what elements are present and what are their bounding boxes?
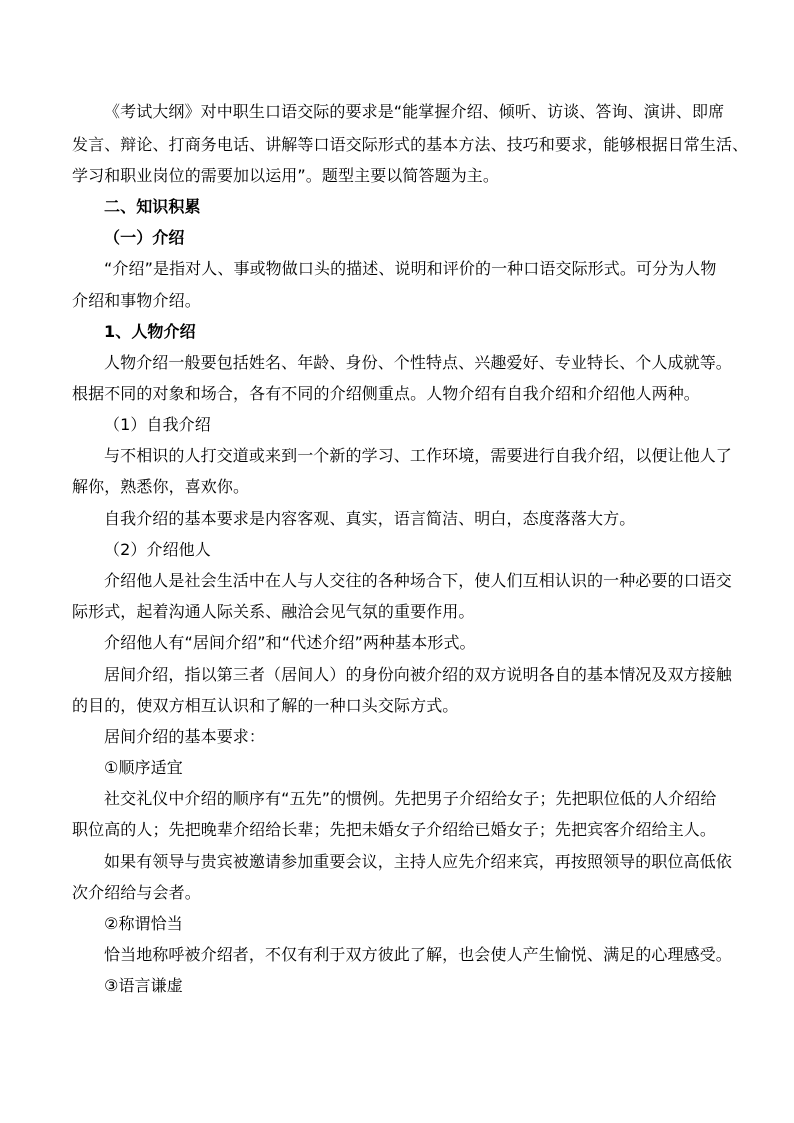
- section-heading: 二、知识积累: [104, 197, 201, 216]
- paragraph-line: 解你，熟悉你，喜欢你。: [72, 477, 250, 496]
- paragraph-line: 社交礼仪中介绍的顺序有“五先”的惯例。先把男子介绍给女子；先把职位低的人介绍给: [104, 789, 717, 808]
- item-heading: （1）自我介绍: [104, 415, 211, 434]
- paragraph-line: 与不相识的人打交道或来到一个新的学习、工作环境，需要进行自我介绍，以便让他人了: [104, 446, 732, 465]
- paragraph-line: 恰当地称呼被介绍者，不仅有利于双方彼此了解，也会使人产生愉悦、满足的心理感受。: [104, 945, 732, 964]
- paragraph-line: 居间介绍的基本要求：: [104, 727, 266, 746]
- subsection-heading: （一）介绍: [104, 228, 185, 247]
- item-heading: （2）介绍他人: [104, 540, 211, 559]
- item-heading: ③语言谦虚: [104, 976, 183, 995]
- paragraph-line: 的目的，使双方相互认识和了解的一种口头交际方式。: [72, 696, 459, 715]
- paragraph-line: 职位高的人；先把晚辈介绍给长辈；先把未婚女子介绍给已婚女子；先把宾客介绍给主人。: [72, 820, 717, 839]
- paragraph-line: 介绍和事物介绍。: [72, 291, 201, 310]
- paragraph-line: “介绍”是指对人、事或物做口头的描述、说明和评价的一种口语交际形式。可分为人物: [104, 259, 717, 278]
- paragraph-line: 人物介绍一般要包括姓名、年龄、身份、个性特点、兴趣爱好、专业特长、个人成就等。: [104, 353, 732, 372]
- item-heading: ②称谓恰当: [104, 914, 183, 933]
- paragraph-line: 介绍他人有“居间介绍”和“代述介绍”两种基本形式。: [104, 633, 476, 652]
- paragraph-line: 根据不同的对象和场合，各有不同的介绍侧重点。人物介绍有自我介绍和介绍他人两种。: [72, 384, 700, 403]
- paragraph-line: 次介绍给与会者。: [72, 883, 201, 902]
- paragraph-line: 自我介绍的基本要求是内容客观、真实，语言简洁、明白，态度落落大方。: [104, 509, 636, 528]
- paragraph-line: 学习和职业岗位的需要加以运用”。题型主要以简答题为主。: [72, 166, 499, 185]
- item-heading: ①顺序适宜: [104, 758, 183, 777]
- subsection-heading: 1、人物介绍: [104, 322, 196, 341]
- paragraph-line: 介绍他人是社会生活中在人与人交往的各种场合下，使人们互相认识的一种必要的口语交: [104, 571, 732, 590]
- paragraph-line: 如果有领导与贵宾被邀请参加重要会议，主持人应先介绍来宾，再按照领导的职位高低依: [104, 852, 732, 871]
- paragraph-line: 居间介绍，指以第三者（居间人）的身份向被介绍的双方说明各自的基本情况及双方接触: [104, 665, 732, 684]
- paragraph-line: 《考试大纲》对中职生口语交际的要求是“能掌握介绍、倾听、访谈、答询、演讲、即席: [104, 102, 725, 121]
- paragraph-line: 发言、辩论、打商务电话、讲解等口语交际形式的基本方法、技巧和要求，能够根据日常生活、: [72, 135, 749, 154]
- paragraph-line: 际形式，起着沟通人际关系、融洽会见气氛的重要作用。: [72, 602, 475, 621]
